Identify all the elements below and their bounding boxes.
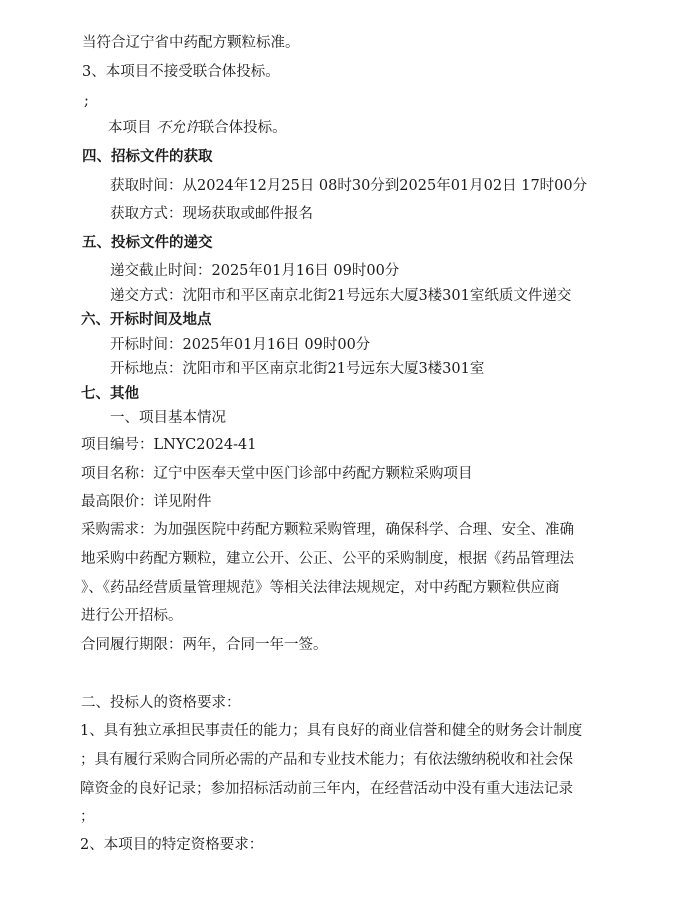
text-line: 采购需求：为加强医院中药配方颗粒采购管理，确保科学、合理、安全、准确 (81, 522, 574, 538)
text-line: 项目名称：辽宁中医奉天堂中医门诊部中药配方颗粒采购项目 (81, 466, 473, 482)
text-line: 3、本项目不接受联合体投标。 (82, 64, 280, 80)
text-line: 开标时间：2025年01月16日 09时00分 (110, 337, 371, 353)
section-heading: 六、开标时间及地点 (81, 312, 212, 328)
text-line: 合同履行期限：两年，合同一年一签。 (81, 637, 328, 653)
text: 联合体投标。 (199, 120, 287, 136)
text-line: 一、项目基本情况 (110, 410, 226, 426)
text-line: 障资金的良好记录；参加招标活动前三年内，在经营活动中没有重大违法记录 (80, 781, 573, 797)
section-heading: 七、其他 (81, 386, 139, 402)
text-line: 当符合辽宁省中药配方颗粒标准。 (82, 35, 300, 51)
text-line: 》、《药品经营质量管理规范》等相关法律法规规定，对中药配方颗粒供应商 (81, 580, 560, 596)
text-line: 1、具有独立承担民事责任的能力；具有良好的商业信誉和健全的财务会计制度 (80, 723, 583, 739)
text-line: ； (80, 809, 95, 825)
text-line: 最高限价：详见附件 (81, 494, 212, 510)
text-line: ; (84, 93, 89, 109)
text-line: 二、投标人的资格要求： (81, 695, 241, 711)
text-line: 进行公开招标。 (81, 608, 183, 624)
text-line (108, 119, 287, 137)
text: 本项目 (108, 120, 152, 136)
text-line: 2、本项目的特定资格要求： (80, 837, 264, 853)
italic-text: 不允许 (156, 120, 200, 136)
text-line: 地采购中药配方颗粒，建立公开、公正、公平的采购制度，根据《药品管理法 (81, 551, 574, 567)
section-heading: 四、招标文件的获取 (82, 149, 213, 165)
text-line: 开标地点：沈阳市和平区南京北街21号远东大厦3楼301室 (110, 361, 485, 377)
section-heading: 五、投标文件的递交 (82, 235, 213, 251)
text-line: 获取时间：从2024年12月25日 08时30分到2025年01月02日 17时00分 (110, 178, 588, 194)
text-line: 项目编号：LNYC2024-41 (81, 437, 257, 453)
text-line: 递交截止时间：2025年01月16日 09时00分 (110, 263, 400, 279)
text-line: 获取方式：现场获取或邮件报名 (110, 206, 313, 222)
text-line: ；具有履行采购合同所必需的产品和专业技术能力；有依法缴纳税收和社会保 (80, 752, 573, 768)
text-line: 递交方式：沈阳市和平区南京北街21号远东大厦3楼301室纸质文件递交 (110, 288, 572, 304)
